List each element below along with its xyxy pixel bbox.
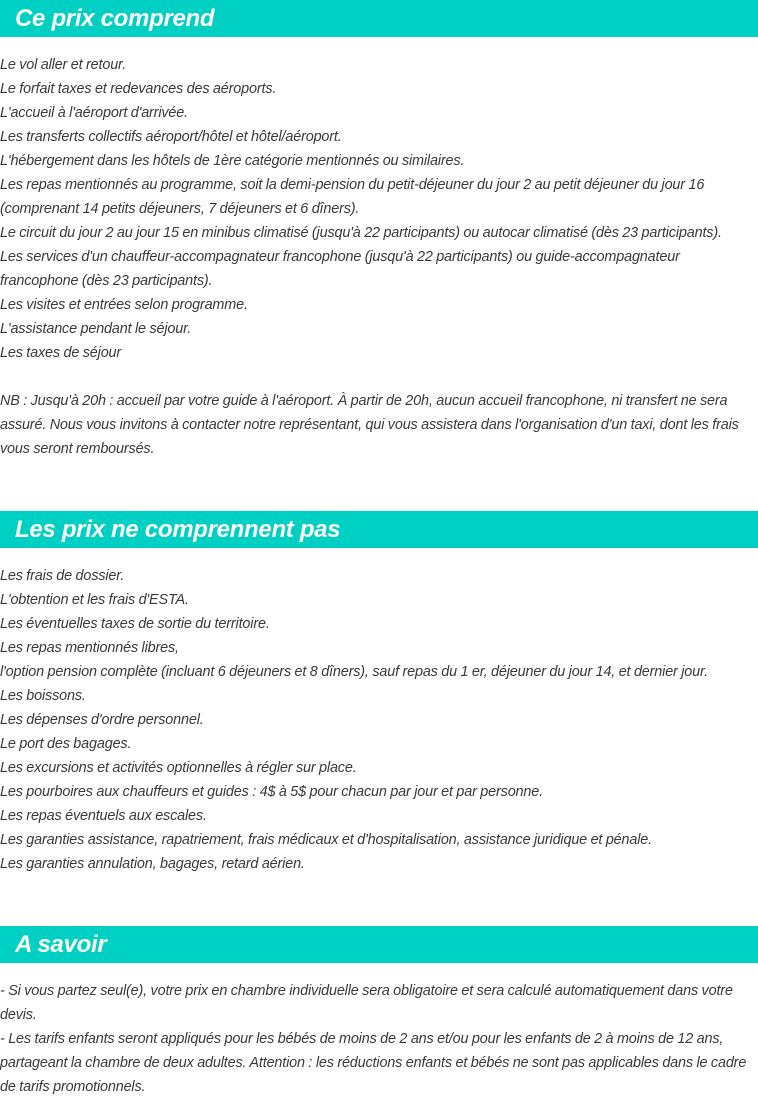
list-item: Les dépenses d'ordre personnel. xyxy=(0,712,204,728)
to-know-list xyxy=(0,979,752,1099)
list-item: Le port des bagages. xyxy=(0,736,132,752)
list-item: Les excursions et activités optionnelles à régler sur place. xyxy=(0,760,357,776)
list-item: Le vol aller et retour. xyxy=(0,57,126,73)
included-list xyxy=(0,53,752,365)
list-item: l'option pension complète (incluant 6 déjeuners et 8 dîners), sauf repas du 1 er, déjeuner du jour 14, et dernier jour. xyxy=(0,664,708,680)
list-item: Les garanties annulation, bagages, retard aérien. xyxy=(0,856,305,872)
section-header-to-know xyxy=(0,926,758,963)
list-item: L'obtention et les frais d'ESTA. xyxy=(0,592,189,608)
section-title: A savoir xyxy=(15,931,107,958)
list-item: Les repas éventuels aux escales. xyxy=(0,808,207,824)
list-item: - Si vous partez seul(e), votre prix en chambre individuelle sera obligatoire et sera calculé automatiquement dans votre devis. xyxy=(0,983,733,1023)
list-item: Les transferts collectifs aéroport/hôtel et hôtel/aéroport. xyxy=(0,129,342,145)
list-item: Les boissons. xyxy=(0,688,86,704)
not-included-list xyxy=(0,564,752,876)
list-item: Les pourboires aux chauffeurs et guides : 4$ à 5$ pour chacun par jour et par personne. xyxy=(0,784,543,800)
list-item: Les repas mentionnés au programme, soit la demi-pension du petit-déjeuner du jour 2 au petit déjeuner du jour 16 (comprenant 14 petits déjeuners, 7 déjeuners et 6 dîners). xyxy=(0,177,705,217)
list-item: Les taxes de séjour xyxy=(0,345,122,361)
list-item: Les éventuelles taxes de sortie du territoire. xyxy=(0,616,270,632)
section-header-not-included xyxy=(0,511,758,548)
list-item: Le circuit du jour 2 au jour 15 en minibus climatisé (jusqu'à 22 participants) ou autocar climatisé (dès 23 participants). xyxy=(0,225,722,241)
note-paragraph: NB : Jusqu'à 20h : accueil par votre guide à l'aéroport. À partir de 20h, aucun accueil francophone, ni transfert ne sera assuré. Nous vous invitons à contacter notre représentant, qui vous assistera dans l'organisation d'un taxi, dont les frais vous seront remboursés. xyxy=(0,393,739,457)
list-item: Les visites et entrées selon programme. xyxy=(0,297,248,313)
section-title: Ce prix comprend xyxy=(15,5,215,32)
list-item: Les frais de dossier. xyxy=(0,568,125,584)
list-item: Les services d'un chauffeur-accompagnateur francophone (jusqu'à 22 participants) ou guide-accompagnateur francophone (dès 23 participants). xyxy=(0,249,680,289)
list-item: L'accueil à l'aéroport d'arrivée. xyxy=(0,105,188,121)
list-item: Les garanties assistance, rapatriement, frais médicaux et d'hospitalisation, assistance juridique et pénale. xyxy=(0,832,652,848)
list-item: L'assistance pendant le séjour. xyxy=(0,321,192,337)
section-header-included xyxy=(0,0,758,37)
list-item: Les repas mentionnés libres, xyxy=(0,640,179,656)
section-title: Les prix ne comprennent pas xyxy=(15,516,341,543)
list-item: Le forfait taxes et redevances des aéroports. xyxy=(0,81,277,97)
list-item: - Les tarifs enfants seront appliqués pour les bébés de moins de 2 ans et/ou pour les enfants de 2 à moins de 12 ans, partageant la chambre de deux adultes. Attention : les réductions enfants et bébés ne sont pas applicables dans le cadre de tarifs promotionnels. xyxy=(0,1031,747,1095)
list-item: L'hébergement dans les hôtels de 1ère catégorie mentionnés ou similaires. xyxy=(0,153,465,169)
